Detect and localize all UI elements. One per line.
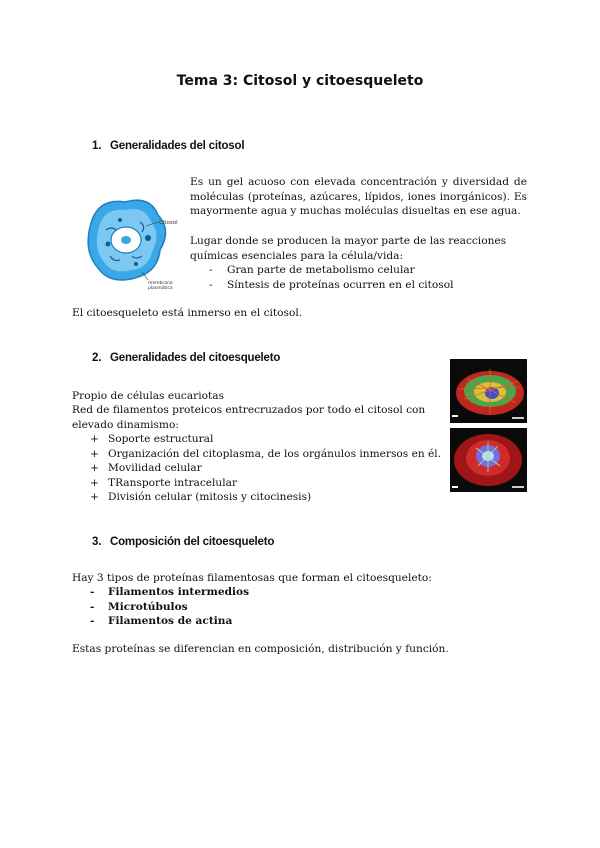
section-1-paragraph-1: Es un gel acuoso con elevada concentración y diversidad de moléculas (proteínas, azúcares, lípidos, iones inorgánicos). Es mayormente agua y muchas moléculas disueltas en ese agua. — [190, 176, 527, 217]
cytoskeleton-microscopy-image-2 — [450, 428, 527, 492]
section-1-footer: El citoesqueleto está inmerso en el citosol. — [72, 307, 303, 319]
section-3-intro: Hay 3 tipos de proteínas filamentosas que forman el citoesqueleto: — [72, 572, 432, 584]
section-2-line-2: Red de filamentos proteicos entrecruzados por todo el citosol con elevado dinamismo: — [72, 404, 426, 431]
section-1-bullet-list — [227, 263, 527, 292]
section-2-heading — [92, 352, 280, 364]
section-3-bullet-list — [108, 585, 408, 629]
list-item: + Soporte estructural — [108, 432, 448, 447]
section-3-number: 3. — [92, 536, 102, 548]
figure-label-plasmatica: plasmática — [148, 286, 173, 290]
list-item: + Organización del citoplasma, de los orgánulos inmersos en él. — [108, 447, 448, 462]
section-3-title: Composición del citoesqueleto — [110, 536, 275, 548]
figure-label-citosol: Citosol — [159, 220, 178, 226]
section-3-footer: Estas proteínas se diferencian en composición, distribución y función. — [72, 643, 449, 655]
section-1-heading — [92, 140, 244, 152]
list-item: + División celular (mitosis y citocinesis) — [108, 490, 448, 505]
section-3-heading — [92, 536, 274, 548]
figure-label-membrana: membrana — [148, 281, 173, 286]
section-2-title: Generalidades del citoesqueleto — [110, 352, 281, 364]
section-2-bullet-list — [108, 432, 448, 505]
cytoskeleton-microscopy-image-1 — [450, 359, 527, 423]
section-2-number: 2. — [92, 352, 102, 364]
list-item: + TRansporte intracelular — [108, 476, 448, 491]
cell-diagram-figure — [80, 190, 180, 290]
page-title: Tema 3: Citosol y citoesqueleto — [176, 73, 424, 89]
list-item: - Filamentos de actina — [108, 614, 408, 629]
list-item: - Microtúbulos — [108, 600, 408, 615]
section-1-paragraph-2: Lugar donde se producen la mayor parte de las reacciones químicas esenciales para la célula/vida: — [190, 235, 507, 262]
list-item: - Filamentos intermedios — [108, 585, 408, 600]
section-2-line-1: Propio de células eucariotas — [72, 390, 225, 402]
list-item: - Síntesis de proteínas ocurren en el citosol — [227, 278, 527, 293]
section-1-title: Generalidades del citosol — [110, 140, 245, 152]
list-item: - Gran parte de metabolismo celular — [227, 263, 527, 278]
list-item: + Movilidad celular — [108, 461, 448, 476]
section-1-number: 1. — [92, 140, 102, 152]
